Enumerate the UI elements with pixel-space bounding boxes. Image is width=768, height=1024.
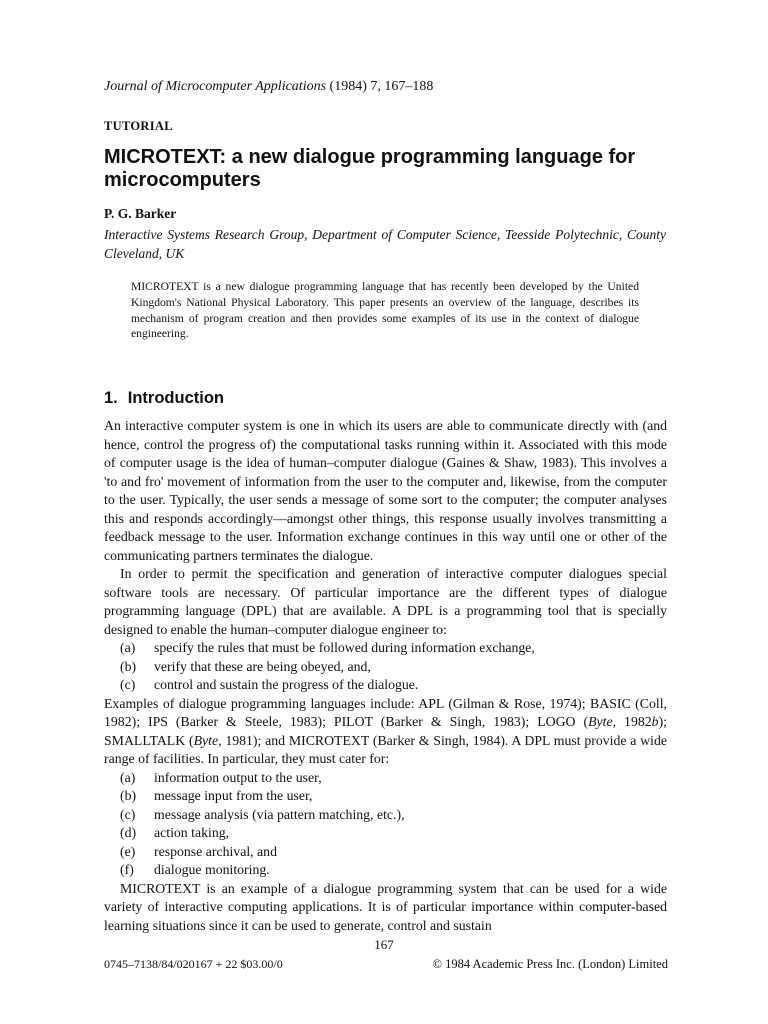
text-run-italic: Byte	[193, 732, 219, 748]
journal-citation: (1984) 7, 167–188	[329, 79, 434, 94]
author-name: P. G. Barker	[104, 206, 177, 221]
list-item	[104, 861, 667, 880]
paragraph: An interactive computer system is one in which its users are able to communicate directly with (and hence, control the progress of) the computational tasks running within it. Associated with this mode of computer usage is the idea of human–computer dialogue (Gaines & Shaw, 1983). This involves a 'to and fro' movement of information from the user to the computer and, likewise, from the computer to the user. Typically, the user sends a message of some sort to the computer; the computer analyses this and responds accordingly—amongst other things, this response usually involves transmitting a feedback message to the user. Information exchange continues in this way until one or other of the communicating partners terminates the dialogue.	[104, 418, 667, 563]
paragraph: MICROTEXT is an example of a dialogue programming system that can be used for a wide variety of interactive computing applications. It is of particular importance within computer-based learning situations since it can be used to generate, control and sustain	[104, 880, 667, 933]
list-item-text: message analysis (via pattern matching, etc.),	[154, 806, 405, 822]
text-run: , 1982	[612, 714, 652, 729]
journal-title: Journal of Microcomputer Applications	[104, 79, 327, 94]
list-item-label: (c)	[120, 806, 136, 822]
paragraph: In order to permit the specification and generation of interactive computer dialogues special software tools are necessary. Of particular importance are the different types of dialogue programming language (DPL) that are available. A DPL is a programming tool that is specially designed to enable the human–computer dialogue engineer to:	[104, 566, 667, 637]
list-item	[104, 787, 667, 806]
text-run: Examples of dialogue programming languages include: APL (Gilman & Rose, 1974); BASIC (Coll, 1982); IPS (Barker & Steele, 1983); PILOT (Barker & Singh, 1983); LOGO (	[104, 695, 667, 729]
list-item	[104, 843, 667, 862]
abstract: MICROTEXT is a new dialogue programming language that has recently been developed by the United Kingdom's National Physical Laboratory. This paper presents an overview of the language, describes its mechanism of program creation and then provides some examples of its use in the context of dialogue engineering.	[131, 280, 639, 341]
list-item-text: action taking,	[154, 825, 230, 840]
body-text	[104, 417, 667, 935]
list-item-label: (e)	[120, 843, 136, 859]
author-affiliation: Interactive Systems Research Group, Department of Computer Science, Teesside Polytechnic, County Cleveland, UK	[104, 227, 666, 261]
text-run-italic: Byte	[588, 714, 613, 729]
facilities-list	[104, 769, 667, 880]
list-item-text: control and sustain the progress of the dialogue.	[154, 677, 419, 692]
list-item-text: verify that these are being obeyed, and,	[154, 658, 371, 674]
list-item-text: dialogue monitoring.	[154, 862, 270, 877]
section-number: 1.	[104, 389, 118, 407]
list-item-label: (a)	[120, 769, 136, 785]
list-item	[104, 769, 667, 788]
text-run: , 1981); and MICROTEXT (Barker & Singh, 1984). A DPL must provide a wide range of facilities. In particular, they must cater for:	[104, 732, 667, 766]
list-item-text: specify the rules that must be followed during information exchange,	[154, 640, 535, 655]
text-run: ); SMALLTALK (	[104, 714, 667, 748]
list-item-label: (c)	[120, 677, 136, 692]
article-type-label: TUTORIAL	[104, 119, 173, 133]
section-heading	[104, 389, 224, 408]
page-number: 167	[374, 937, 394, 952]
requirements-list	[104, 639, 667, 695]
list-item-label: (f)	[120, 862, 134, 877]
journal-reference	[104, 79, 433, 95]
section-title: Introduction	[127, 389, 224, 407]
copyright-notice: © 1984 Academic Press Inc. (London) Limited	[432, 957, 668, 971]
paragraph	[104, 695, 667, 769]
list-item-label: (b)	[120, 788, 137, 803]
list-item-label: (b)	[120, 658, 137, 674]
list-item	[104, 658, 667, 677]
list-item-label: (d)	[120, 825, 137, 840]
issn-code: 0745–7138/84/020167 + 22 $03.00/0	[104, 957, 283, 971]
list-item	[104, 676, 667, 695]
list-item	[104, 824, 667, 843]
list-item-text: information output to the user,	[154, 769, 322, 785]
list-item	[104, 639, 667, 658]
list-item-text: message input from the user,	[154, 788, 313, 803]
list-item-label: (a)	[120, 640, 136, 655]
article-title: MICROTEXT: a new dialogue programming language for microcomputers	[104, 146, 636, 191]
text-run-italic: b	[651, 714, 659, 729]
list-item	[104, 806, 667, 825]
list-item-text: response archival, and	[154, 843, 277, 859]
